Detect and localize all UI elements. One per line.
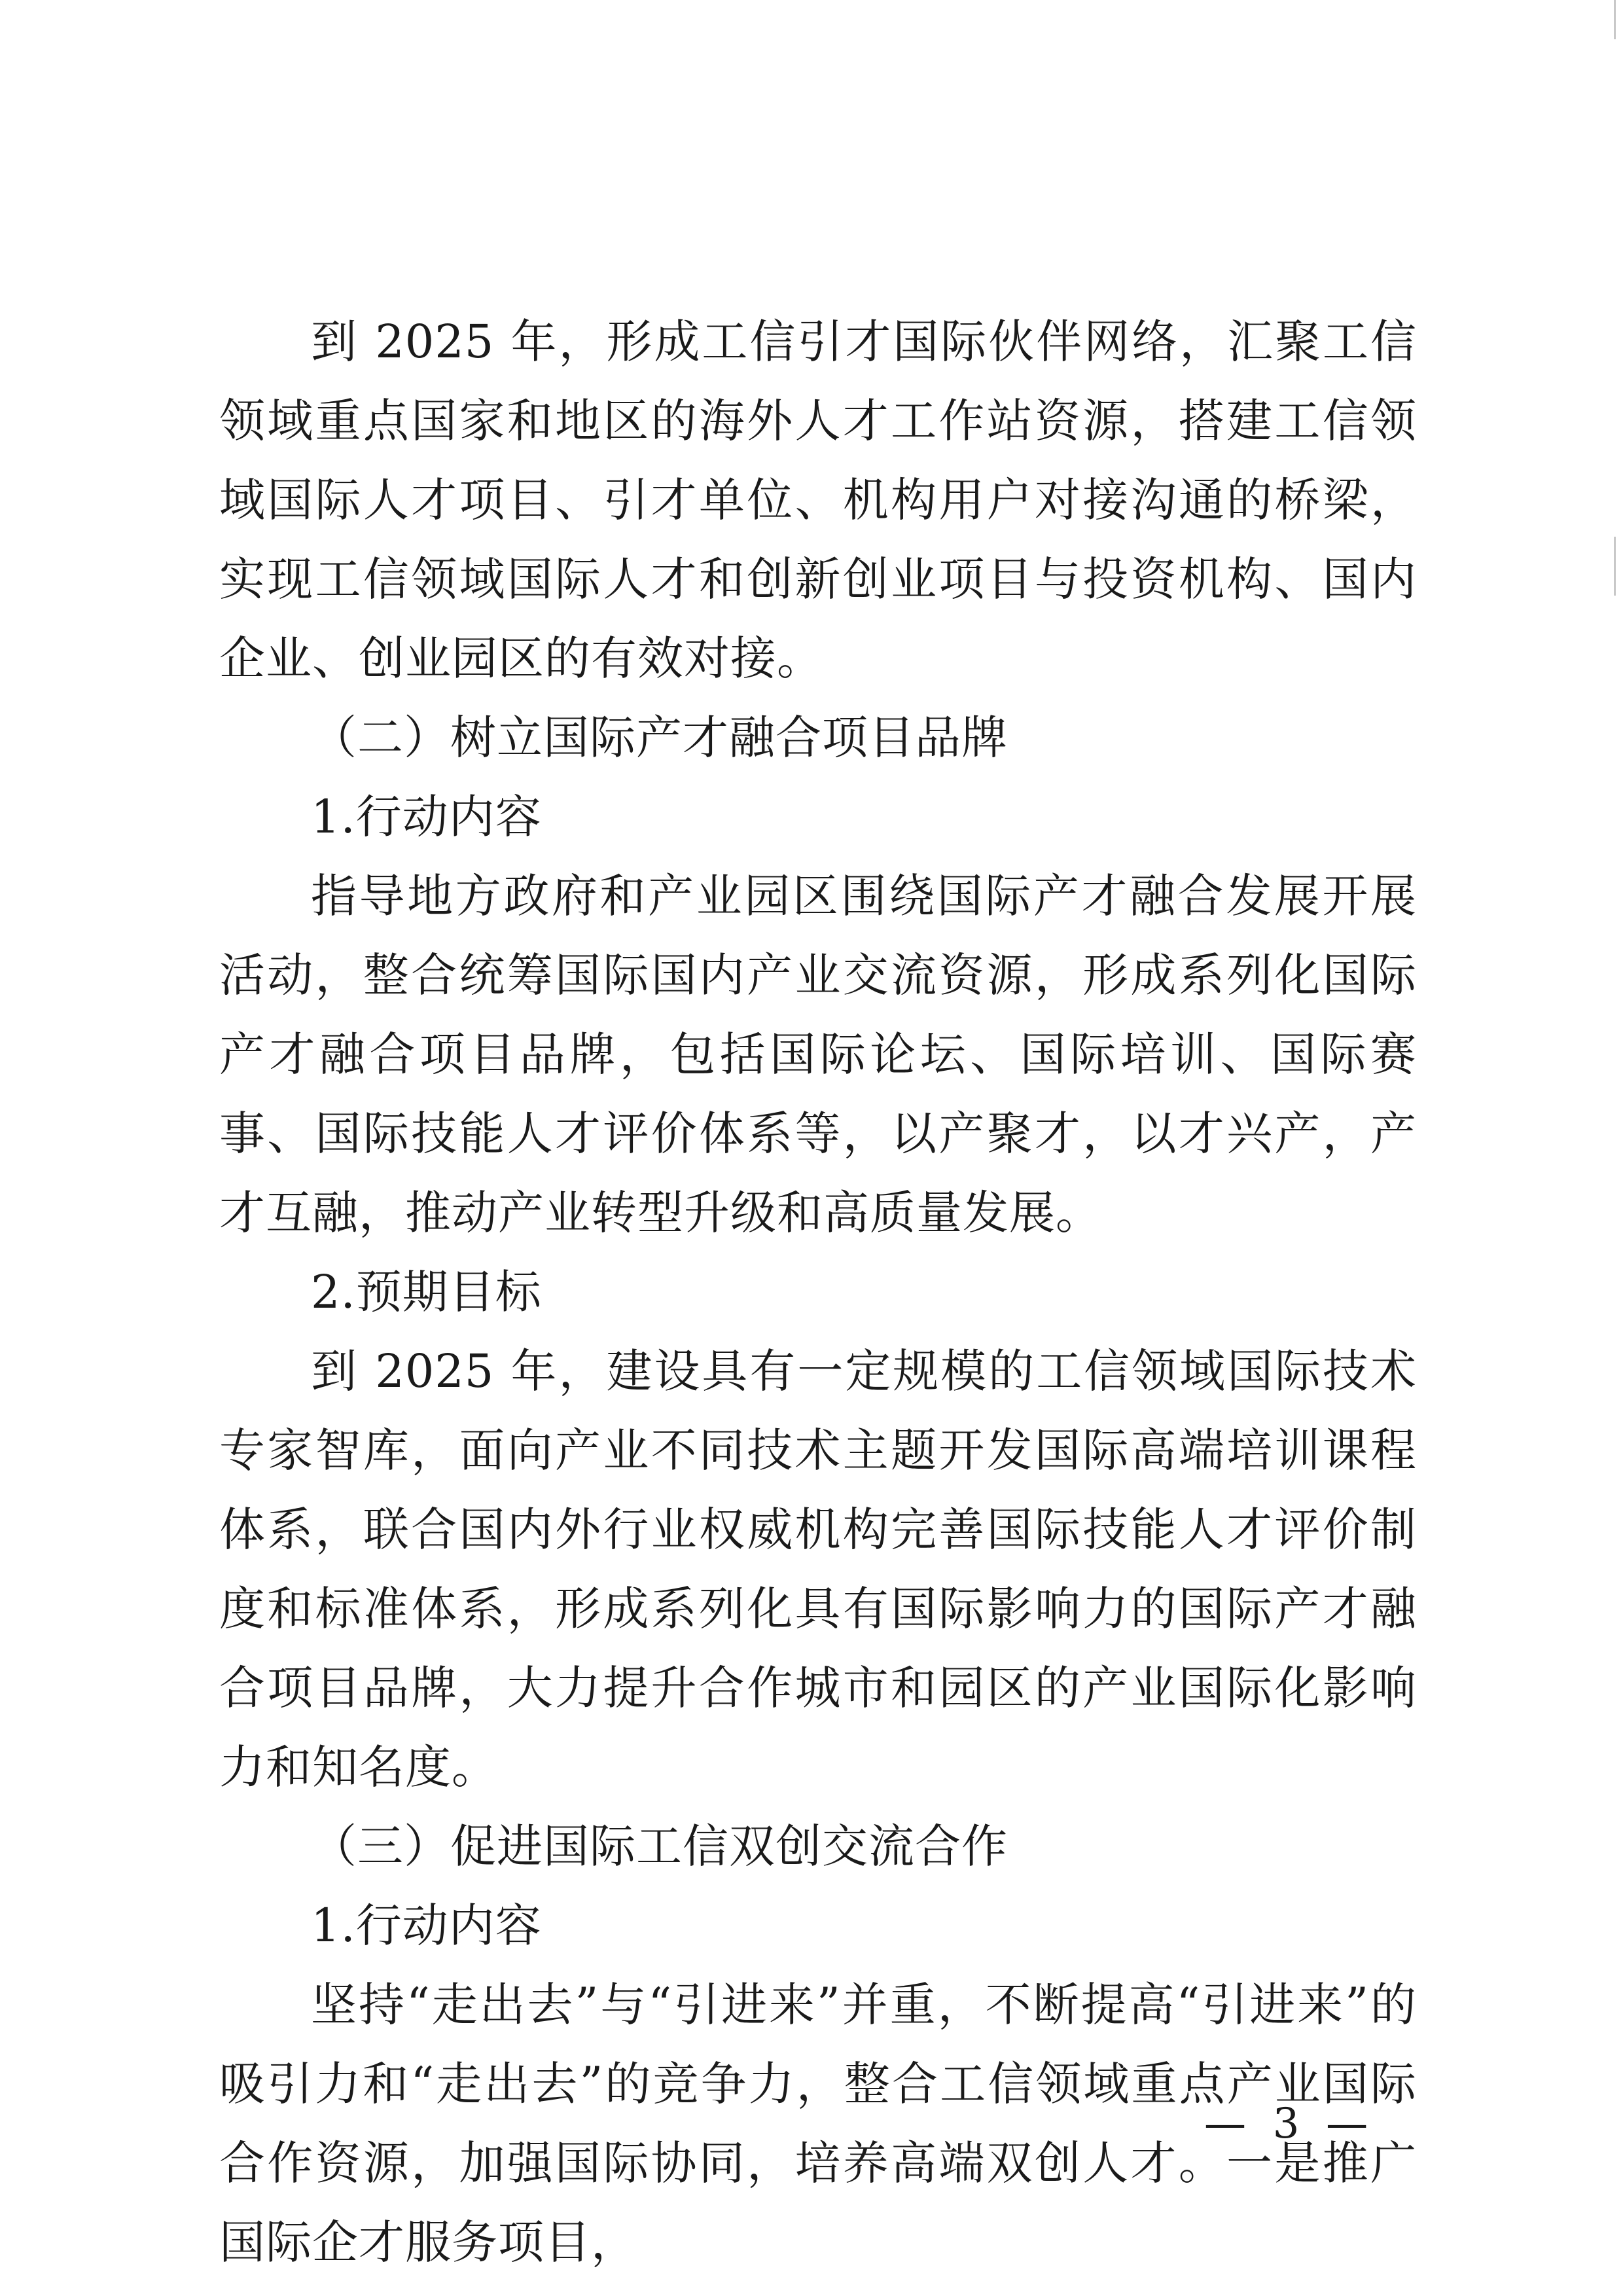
paragraph-action-content-2: 坚持“走出去”与“引进来”并重，不断提高“引进来”的吸引力和“走出去”的竞争力，整合工信领域重点产业国际合作资源，加强国际协同，培养高端双创人才。一是推广国际企才服务项目， <box>219 1978 1417 2269</box>
section-heading-3: （三）促进国际工信双创交流合作 <box>311 1820 1008 1873</box>
section-heading-2: （二）树立国际产才融合项目品牌 <box>311 711 1008 764</box>
scan-edge-mark-mid <box>1614 537 1616 596</box>
subheading-action-content-2: 1.行动内容 <box>311 1899 542 1952</box>
paragraph-2025-network-goal: 到 2025 年，形成工信引才国际伙伴网络，汇聚工信领域重点国家和地区的海外人才工作站资源，搭建工信领域国际人才项目、引才单位、机构用户对接沟通的桥梁，实现工信领域国际人才和创新创业项目与投资机构、国内企业、创业园区的有效对接。 <box>219 315 1417 685</box>
paragraph-action-content: 指导地方政府和产业园区围绕国际产才融合发展开展活动，整合统筹国际国内产业交流资源，形成系列化国际产才融合项目品牌，包括国际论坛、国际培训、国际赛事、国际技能人才评价体系等，以产聚才，以才兴产，产才互融，推动产业转型升级和高质量发展。 <box>219 869 1417 1240</box>
page-number: — 3 — <box>1204 2100 1368 2148</box>
document-body <box>219 302 1417 2282</box>
scan-edge-mark-top <box>1614 0 1616 39</box>
subheading-action-content: 1.行动内容 <box>311 790 542 844</box>
paragraph-expected-goal: 到 2025 年，建设具有一定规模的工信领域国际技术专家智库，面向产业不同技术主题开发国际高端培训课程体系，联合国内外行业权威机构完善国际技能人才评价制度和标准体系，形成系列化具有国际影响力的国际产才融合项目品牌，大力提升合作城市和园区的产业国际化影响力和知名度。 <box>219 1344 1417 1794</box>
subheading-expected-goal: 2.预期目标 <box>311 1265 542 1319</box>
